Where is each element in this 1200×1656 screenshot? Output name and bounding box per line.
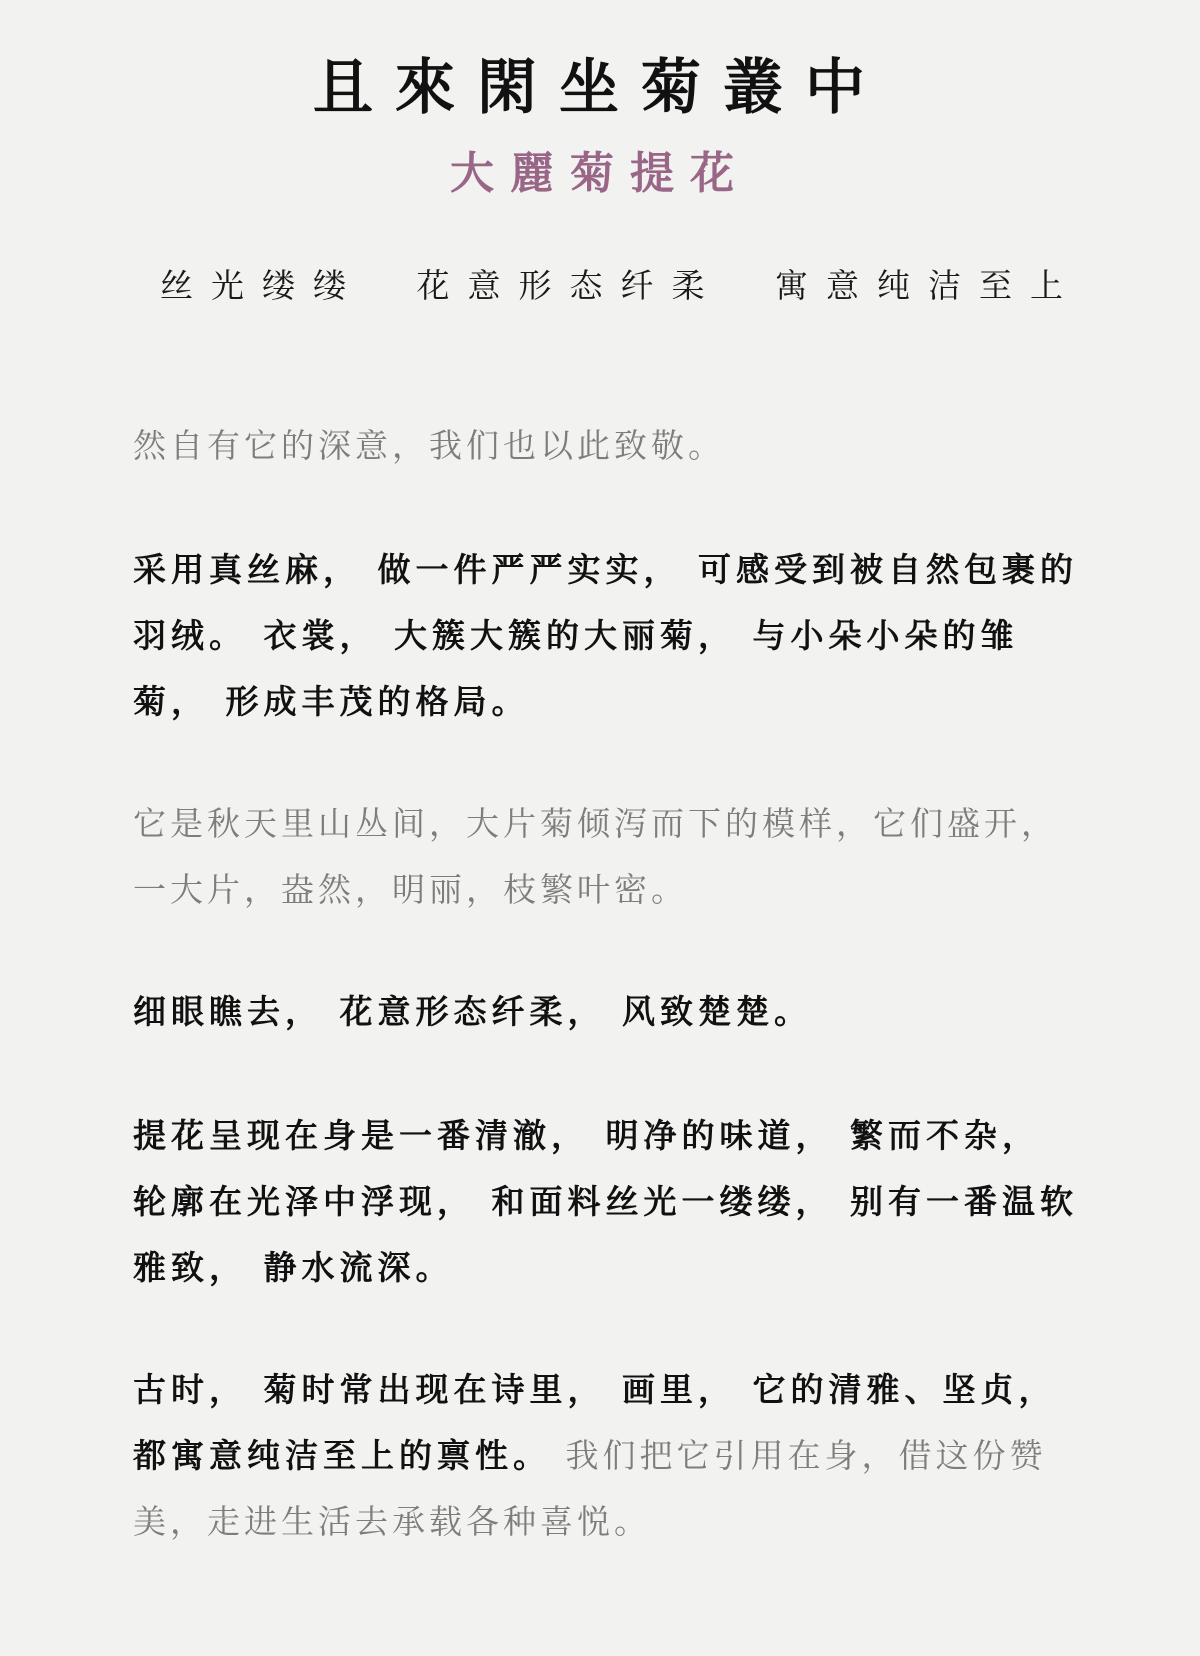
paragraph-intro: 然自有它的深意，我们也以此致敬。 [133,426,725,465]
history-bold-text: 古时， 菊时常出现在诗里， 画里， 它的清雅、坚贞， 都寓意纯洁至上的禀性。 [133,1370,1057,1475]
page-title: 且來閑坐菊叢中 [313,53,887,123]
paragraph-detail: 细眼瞧去， 花意形态纤柔， 风致楚楚。 [133,992,812,1031]
paragraph-jacquard: 提花呈现在身是一番清澈， 明净的味道， 繁而不杂， 轮廓在光泽中浮现， 和面料丝光一缕缕， 别有一番温软雅致， 静水流深。 [133,1116,1078,1287]
history-light-text: 我们把它引用在身，借这份赞美，走进生活去承载各种喜悦。 [133,1436,1047,1541]
tagline-phrase: 花意形态纤柔 [416,266,723,305]
paragraph-autumn: 它是秋天里山丛间，大片菊倾泻而下的模样，它们盛开，一大片，盎然，明丽，枝繁叶密。 [133,804,1058,909]
tagline-phrase: 丝光缕缕 [160,266,364,305]
tagline [160,262,1081,310]
page-subtitle: 大麗菊提花 [450,148,750,199]
tagline-phrase: 寓意纯洁至上 [775,266,1081,305]
paragraph-history [133,1357,1078,1555]
paragraph-material: 采用真丝麻， 做一件严严实实， 可感受到被自然包裹的羽绒。 衣裳， 大簇大簇的大丽菊， 与小朵小朵的雏菊， 形成丰茂的格局。 [133,550,1078,721]
